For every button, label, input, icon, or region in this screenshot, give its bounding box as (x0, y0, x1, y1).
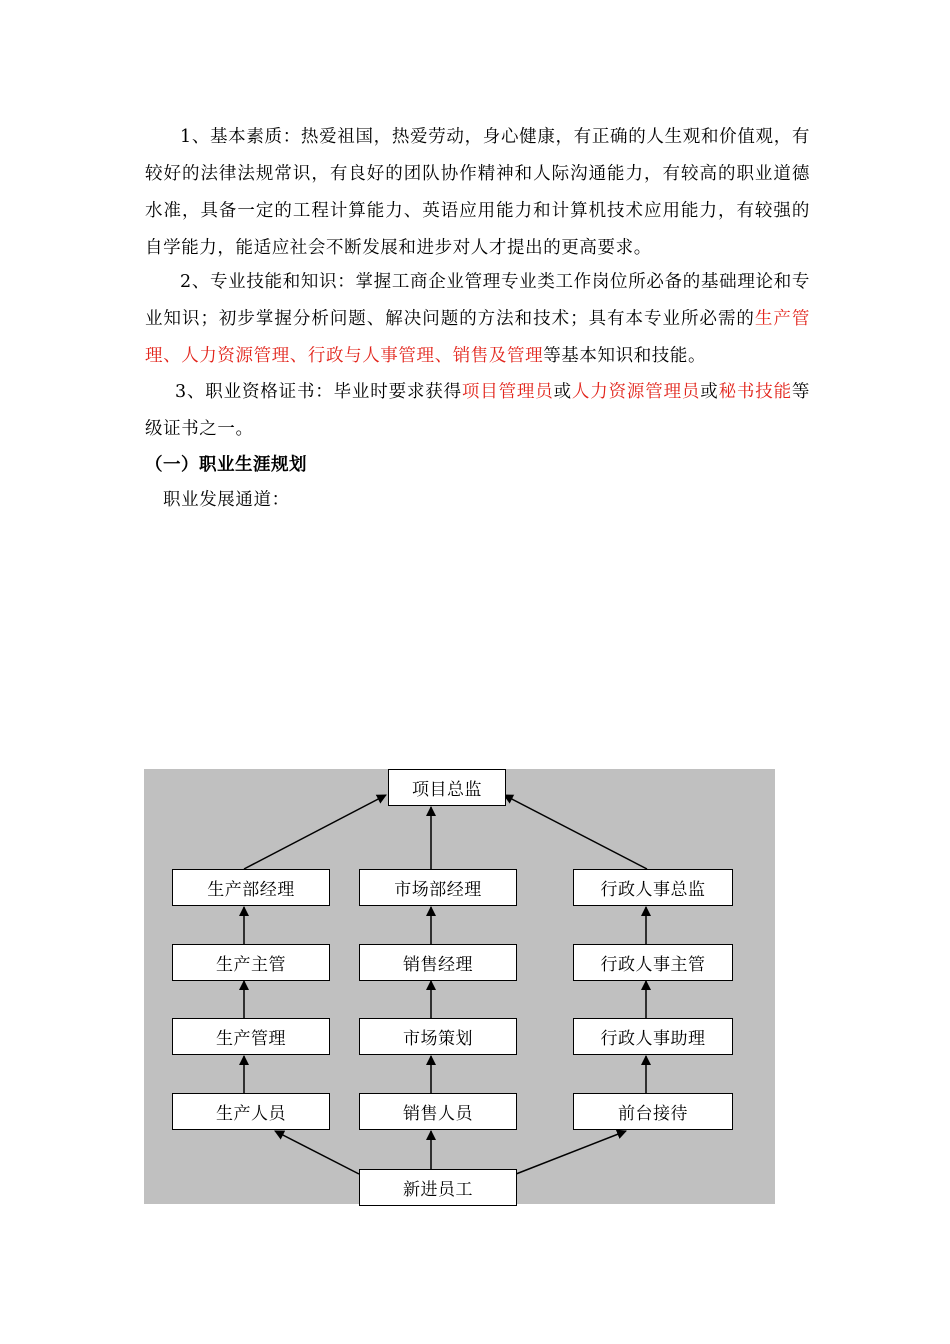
or-text-1: 或 (553, 382, 572, 402)
paragraph-certificate (145, 374, 810, 448)
certificate-hr-manager: 人力资源管理员 (571, 382, 701, 402)
paragraph-basic-quality (145, 119, 810, 267)
node-admin-hr-assistant: 行政人事助理 (573, 1018, 733, 1055)
node-new-employee: 新进员工 (359, 1169, 517, 1206)
node-admin-hr-director: 行政人事总监 (573, 869, 733, 906)
node-project-director: 项目总监 (388, 769, 506, 806)
node-front-desk: 前台接待 (573, 1093, 733, 1130)
paragraph-skills (145, 264, 810, 375)
node-production-management: 生产管理 (172, 1018, 330, 1055)
node-production-supervisor: 生产主管 (172, 944, 330, 981)
paragraph-2-highlight: 生产管理、人力资源管理、行政与人事管理、销售及管理 (145, 309, 810, 366)
paragraph-3-end: 等级证书之一。 (145, 382, 811, 439)
node-marketing-dept-manager: 市场部经理 (359, 869, 517, 906)
connector-arrows (144, 769, 775, 1204)
node-production-staff: 生产人员 (172, 1093, 330, 1130)
certificate-secretary: 秘书技能 (718, 382, 792, 402)
or-text-2: 或 (700, 382, 719, 402)
paragraph-2-text: 2、专业技能和知识：掌握工商企业管理专业类工作岗位所必备的基础理论和专业知识；初步掌握分析问题、解决问题的方法和技术；具有本专业所必需的 (145, 272, 810, 329)
node-admin-hr-supervisor: 行政人事主管 (573, 944, 733, 981)
node-sales-staff: 销售人员 (359, 1093, 517, 1130)
node-sales-manager: 销售经理 (359, 944, 517, 981)
certificate-project-manager: 项目管理员 (461, 382, 554, 402)
career-path-diagram (144, 769, 775, 1204)
paragraph-1-text: 1、基本素质：热爱祖国，热爱劳动，身心健康，有正确的人生观和价值观，有较好的法律法规常识，有良好的团队协作精神和人际沟通能力，有较高的职业道德水准，具备一定的工程计算能力、英语应用能力和计算机技术应用能力，有较强的自学能力，能适应社会不断发展和进步对人才提出的更高要求。 (145, 127, 810, 258)
paragraph-2-end: 等基本知识和技能。 (543, 346, 707, 366)
node-production-dept-manager: 生产部经理 (172, 869, 330, 906)
section-heading: （一）职业生涯规划 (145, 455, 307, 475)
node-marketing-planning: 市场策划 (359, 1018, 517, 1055)
career-path-label: 职业发展通道： (163, 490, 290, 510)
paragraph-3-text: 3、职业资格证书：毕业时要求获得 (175, 382, 462, 402)
